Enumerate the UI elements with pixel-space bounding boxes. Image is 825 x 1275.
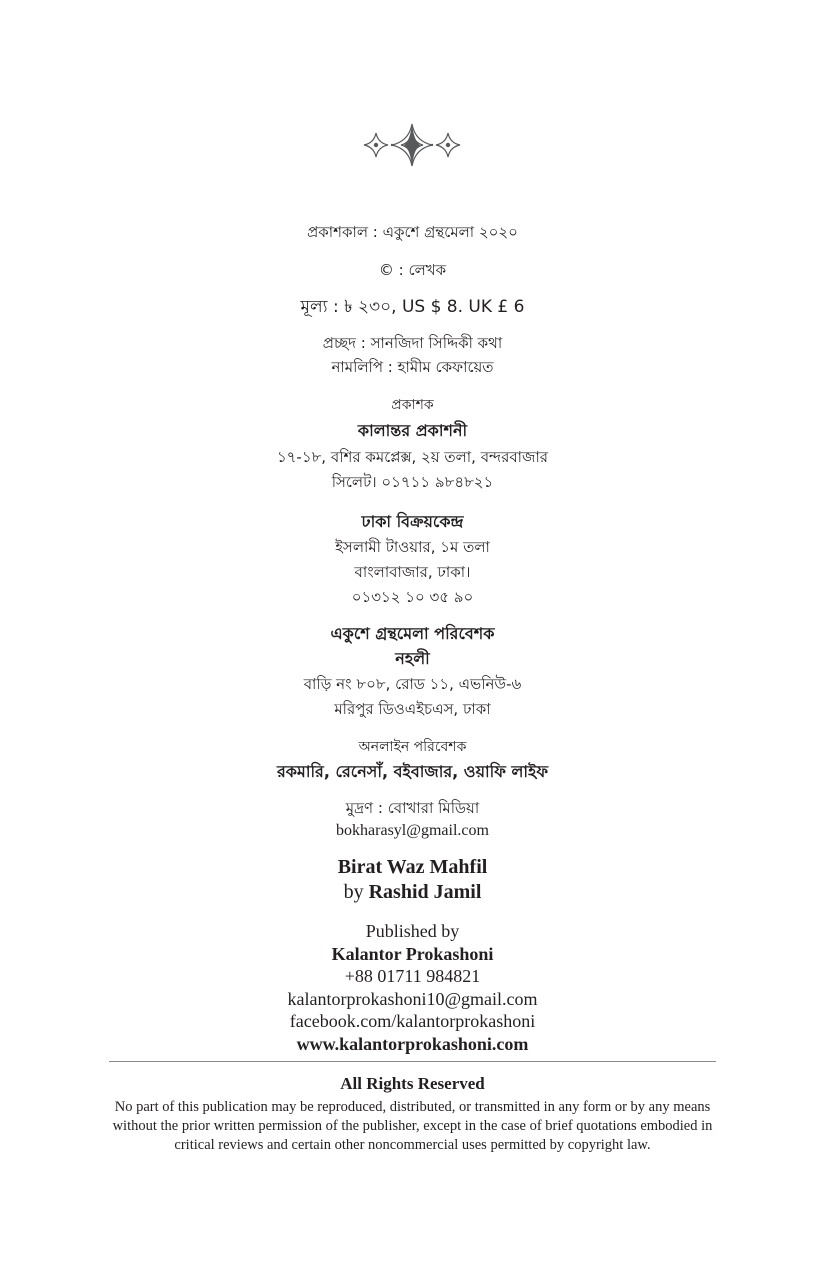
cover-credit: প্রচ্ছদ : সানজিদা সিদ্দিকী কথা <box>322 334 503 352</box>
english-publisher-facebook: facebook.com/kalantorprokashoni <box>289 1011 536 1031</box>
printing-email: bokharasyl@gmail.com <box>336 822 489 839</box>
dhaka-center-line-1: ইসলামী টাওয়ার, ১ম তলা <box>335 538 490 556</box>
dhaka-center-line-2: বাংলাবাজার, ঢাকা। <box>354 563 471 581</box>
dhaka-center-title: ঢাকা বিক্রয়কেন্দ্র <box>361 512 464 531</box>
publisher-address-2: সিলেট। ০১৭১১ ৯৮৪৮২১ <box>331 473 494 491</box>
printing-credit: মুদ্রণ : বোখারা মিডিয়া <box>345 799 480 817</box>
calligraphy-credit: নামলিপি : হামীম কেফায়েত <box>331 358 494 376</box>
fair-distributor-line-1: বাড়ি নং ৮০৮, রোড ১১, এভনিউ-৬ <box>303 675 522 693</box>
online-distributor-names: রকমারি, রেনেসাঁ, বইবাজার, ওয়াফি লাইফ <box>276 762 549 781</box>
author-name: Rashid Jamil <box>368 881 482 903</box>
copyright-owner: © : লেখক <box>378 261 447 279</box>
english-publisher-name: Kalantor Prokashoni <box>331 944 494 964</box>
star-ornament-icon <box>362 120 462 170</box>
publisher-name: কালান্তর প্রকাশনী <box>357 421 468 440</box>
fair-distributor-line-2: মরিপুর ডিওএইচএস, ঢাকা <box>334 700 491 718</box>
book-title: Birat Waz Mahfil <box>337 856 488 878</box>
english-publisher-website: www.kalantorprokashoni.com <box>296 1034 529 1054</box>
author-line <box>0 879 825 905</box>
rights-body: No part of this publication may be reproduced, distributed, or transmitted in any form or by any means without the prior written permission of the publisher, except in the case of brief quotations embodied in critical reviews and certain other noncommercial uses permitted by copyright law. <box>112 1099 713 1153</box>
english-publisher-email: kalantorprokashoni10@gmail.com <box>287 989 538 1009</box>
publisher-label: প্রকাশক <box>391 397 434 413</box>
published-by: Published by <box>365 921 460 941</box>
dhaka-center-phone: ০১৩১২ ১০ ৩৫ ৯০ <box>351 588 474 606</box>
online-distributor-label: অনলাইন পরিবেশক <box>358 739 467 755</box>
rights-heading: All Rights Reserved <box>340 1074 485 1093</box>
by-word: by <box>343 881 364 903</box>
english-publisher-phone: +88 01711 984821 <box>344 966 481 986</box>
publication-time: প্রকাশকাল : একুশে গ্রন্থমেলা ২০২০ <box>307 223 518 241</box>
fair-distributor-title: একুশে গ্রন্থমেলা পরিবেশক <box>330 624 495 643</box>
publisher-address-1: ১৭-১৮, বশির কমপ্লেক্স, ২য় তলা, বন্দরবাজার <box>276 448 549 466</box>
divider <box>109 1061 716 1062</box>
price: মূল্য : ৳ ২৩০, US $ 8. UK £ 6 <box>300 297 525 317</box>
fair-distributor-name: নহলী <box>395 649 430 668</box>
